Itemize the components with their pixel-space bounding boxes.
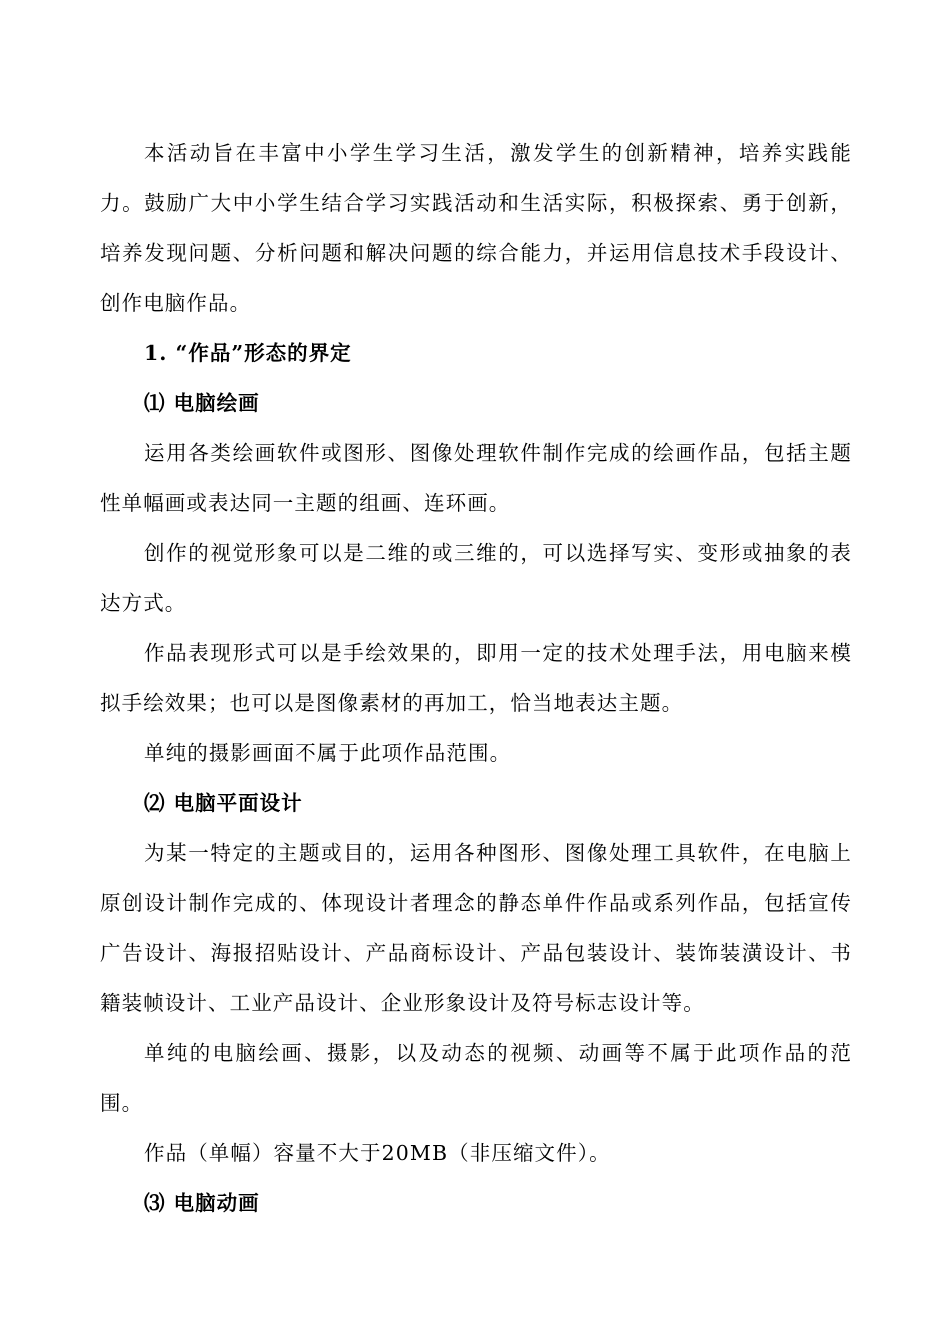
paragraph: 创作的视觉形象可以是二维的或三维的，可以选择写实、变形或抽象的表达方式。 <box>100 541 852 615</box>
paragraph: 单纯的电脑绘画、摄影，以及动态的视频、动画等不属于此项作品的范围。 <box>100 1041 852 1115</box>
section-heading-1: 1. “作品”形态的界定 <box>144 341 352 365</box>
paragraph: 作品表现形式可以是手绘效果的，即用一定的技术处理手法，用电脑来模拟手绘效果；也可以是图像素材的再加工，恰当地表达主题。 <box>100 641 852 715</box>
paragraph: 运用各类绘画软件或图形、图像处理软件制作完成的绘画作品，包括主题性单幅画或表达同一主题的组画、连环画。 <box>100 441 852 515</box>
subsection-heading-computer-painting: ⑴ 电脑绘画 <box>144 391 260 415</box>
paragraph: 为某一特定的主题或目的，运用各种图形、图像处理工具软件，在电脑上原创设计制作完成的、体现设计者理念的静态单件作品或系列作品，包括宣传广告设计、海报招贴设计、产品商标设计、产品包装设计、装饰装潢设计、书籍装帧设计、工业产品设计、企业形象设计及符号标志设计等。 <box>100 841 852 1015</box>
subsection-heading-computer-animation: ⑶ 电脑动画 <box>144 1191 260 1215</box>
paragraph: 单纯的摄影画面不属于此项作品范围。 <box>144 741 512 765</box>
intro-paragraph: 本活动旨在丰富中小学生学习生活，激发学生的创新精神，培养实践能力。鼓励广大中小学生结合学习实践活动和生活实际，积极探索、勇于创新，培养发现问题、分析问题和解决问题的综合能力，并运用信息技术手段设计、创作电脑作品。 <box>100 141 852 315</box>
paragraph: 作品（单幅）容量不大于20MB（非压缩文件）。 <box>144 1141 611 1165</box>
document-body <box>100 128 852 1228</box>
subsection-heading-graphic-design: ⑵ 电脑平面设计 <box>144 791 303 815</box>
